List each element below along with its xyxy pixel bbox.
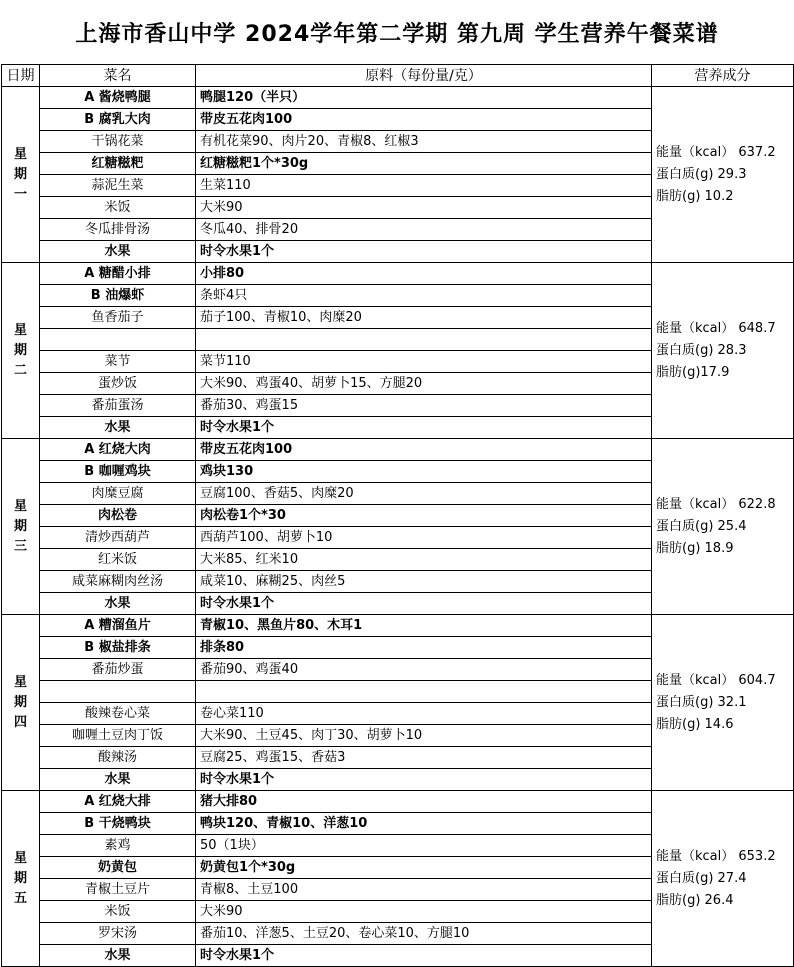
ingredients: 时令水果1个 [196,241,652,263]
dish-name [40,329,196,351]
ingredients: 鸭腿120（半只） [196,87,652,109]
dish-name: 水果 [40,945,196,967]
dish-name: 红米饭 [40,549,196,571]
ingredients: 茄子100、青椒10、肉糜20 [196,307,652,329]
nutrition-line: 能量（kcal） 637.2 [656,144,776,160]
day-label [2,791,40,967]
dish-name [40,681,196,703]
table-row [2,791,794,813]
nutrition-info [652,791,794,967]
dish-name: 米饭 [40,197,196,219]
day-label-char: 期 [13,518,27,534]
dish-name: 蒜泥生菜 [40,175,196,197]
dish-name: B 咖喱鸡块 [40,461,196,483]
nutrition-line: 脂肪(g) 14.6 [656,716,734,732]
dish-name: 蛋炒饭 [40,373,196,395]
day-label-char: 四 [13,714,27,730]
ingredients: 番茄10、洋葱5、土豆20、卷心菜10、方腿10 [196,923,652,945]
dish-name: 鱼香茄子 [40,307,196,329]
nutrition-line: 脂肪(g) 18.9 [656,540,734,556]
page-title: 上海市香山中学 2024学年第二学期 第九周 学生营养午餐菜谱 [75,21,719,47]
dish-name: 奶黄包 [40,857,196,879]
ingredients [196,681,652,703]
day-label-char: 期 [13,166,27,182]
dish-name: B 油爆虾 [40,285,196,307]
ingredients: 青椒8、土豆100 [196,879,652,901]
day-label [2,439,40,615]
nutrition-line: 能量（kcal） 648.7 [656,320,776,336]
dish-name: 酸辣汤 [40,747,196,769]
ingredients: 西葫芦100、胡萝卜10 [196,527,652,549]
ingredients: 冬瓜40、排骨20 [196,219,652,241]
dish-name: A 糖醋小排 [40,263,196,285]
ingredients: 时令水果1个 [196,769,652,791]
ingredients: 50（1块） [196,835,652,857]
ingredients: 番茄30、鸡蛋15 [196,395,652,417]
day-label-char: 期 [13,694,27,710]
ingredients: 大米90、土豆45、肉丁30、胡萝卜10 [196,725,652,747]
table-row [2,263,794,285]
ingredients: 带皮五花肉100 [196,109,652,131]
ingredients: 条虾4只 [196,285,652,307]
nutrition-line: 蛋白质(g) 28.3 [656,342,747,358]
ingredients [196,329,652,351]
header-nutrition: 营养成分 [652,65,794,87]
nutrition-line: 蛋白质(g) 27.4 [656,870,747,886]
day-label-char: 星 [13,674,27,690]
header-row [2,65,794,87]
dish-name: A 酱烧鸭腿 [40,87,196,109]
dish-name: 冬瓜排骨汤 [40,219,196,241]
dish-name: 清炒西葫芦 [40,527,196,549]
ingredients: 生菜110 [196,175,652,197]
day-label-char: 星 [13,498,27,514]
dish-name: 酸辣卷心菜 [40,703,196,725]
dish-name: A 红烧大肉 [40,439,196,461]
nutrition-info [652,87,794,263]
nutrition-info [652,263,794,439]
ingredients: 鸡块130 [196,461,652,483]
day-label-char: 五 [13,890,27,906]
dish-name: 罗宋汤 [40,923,196,945]
ingredients: 咸菜10、麻糊25、肉丝5 [196,571,652,593]
table-row [2,87,794,109]
dish-name: 番茄蛋汤 [40,395,196,417]
table-row [2,439,794,461]
ingredients: 肉松卷1个*30 [196,505,652,527]
dish-name: 红糖糍粑 [40,153,196,175]
ingredients: 有机花菜90、肉片20、青椒8、红椒3 [196,131,652,153]
ingredients: 大米90、鸡蛋40、胡萝卜15、方腿20 [196,373,652,395]
nutrition-line: 能量（kcal） 622.8 [656,496,776,512]
nutrition-line: 脂肪(g) 10.2 [656,188,734,204]
day-label-char: 星 [13,850,27,866]
ingredients: 带皮五花肉100 [196,439,652,461]
ingredients: 时令水果1个 [196,417,652,439]
day-label-char: 三 [13,538,27,554]
header-dish: 菜名 [40,65,196,87]
ingredients: 卷心菜110 [196,703,652,725]
nutrition-line: 蛋白质(g) 25.4 [656,518,747,534]
dish-name: 水果 [40,417,196,439]
day-label [2,87,40,263]
dish-name: 米饭 [40,901,196,923]
nutrition-line: 蛋白质(g) 29.3 [656,166,747,182]
ingredients: 红糖糍粑1个*30g [196,153,652,175]
ingredients: 大米85、红米10 [196,549,652,571]
ingredients: 番茄90、鸡蛋40 [196,659,652,681]
dish-name: B 干烧鸭块 [40,813,196,835]
ingredients: 大米90 [196,901,652,923]
ingredients: 鸭块120、青椒10、洋葱10 [196,813,652,835]
dish-name: 菜节 [40,351,196,373]
dish-name: B 腐乳大肉 [40,109,196,131]
ingredients: 青椒10、黑鱼片80、木耳1 [196,615,652,637]
dish-name: B 椒盐排条 [40,637,196,659]
dish-name: 水果 [40,241,196,263]
day-label-char: 星 [13,146,27,162]
dish-name: A 糟溜鱼片 [40,615,196,637]
ingredients: 排条80 [196,637,652,659]
ingredients: 时令水果1个 [196,593,652,615]
nutrition-info [652,439,794,615]
ingredients: 时令水果1个 [196,945,652,967]
nutrition-line: 能量（kcal） 604.7 [656,672,776,688]
dish-name: 肉松卷 [40,505,196,527]
dish-name: 咖喱土豆肉丁饭 [40,725,196,747]
ingredients: 大米90 [196,197,652,219]
nutrition-line: 能量（kcal） 653.2 [656,848,776,864]
ingredients: 猪大排80 [196,791,652,813]
dish-name: 干锅花菜 [40,131,196,153]
dish-name: A 红烧大排 [40,791,196,813]
dish-name: 肉糜豆腐 [40,483,196,505]
dish-name: 水果 [40,593,196,615]
ingredients: 豆腐100、香菇5、肉糜20 [196,483,652,505]
day-label [2,263,40,439]
nutrition-line: 脂肪(g)17.9 [656,364,730,380]
day-label-char: 星 [13,322,27,338]
nutrition-line: 蛋白质(g) 32.1 [656,694,747,710]
day-label-char: 期 [13,342,27,358]
dish-name: 水果 [40,769,196,791]
day-label-char: 期 [13,870,27,886]
ingredients: 奶黄包1个*30g [196,857,652,879]
menu-table [1,64,794,967]
ingredients: 豆腐25、鸡蛋15、香菇3 [196,747,652,769]
table-row [2,615,794,637]
dish-name: 咸菜麻糊肉丝汤 [40,571,196,593]
day-label-char: 二 [13,362,27,378]
dish-name: 番茄炒蛋 [40,659,196,681]
header-date: 日期 [2,65,40,87]
dish-name: 青椒土豆片 [40,879,196,901]
day-label-char: 一 [13,186,27,202]
day-label [2,615,40,791]
ingredients: 小排80 [196,263,652,285]
dish-name: 素鸡 [40,835,196,857]
menu-body [2,87,794,967]
nutrition-info [652,615,794,791]
nutrition-line: 脂肪(g) 26.4 [656,892,734,908]
header-ingredients: 原料（每份量/克） [196,65,652,87]
ingredients: 菜节110 [196,351,652,373]
